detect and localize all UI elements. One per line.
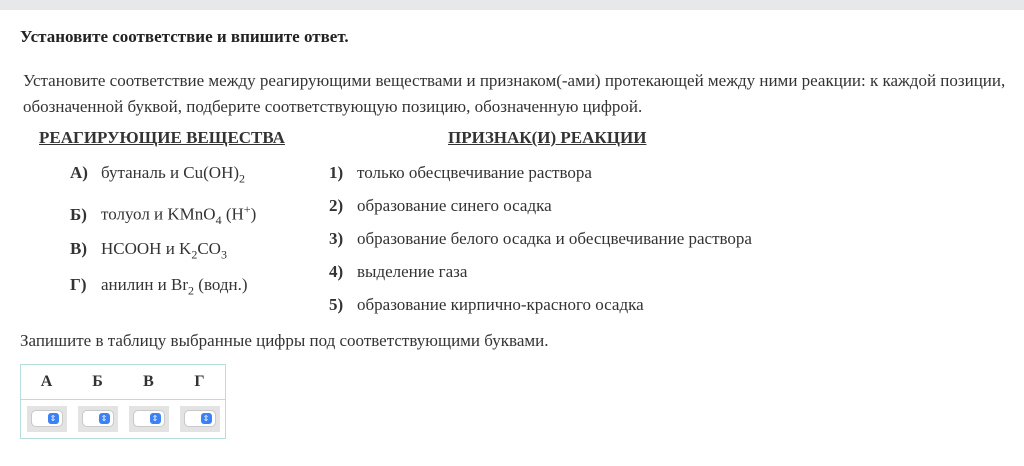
answer-col-b: Б — [72, 365, 123, 400]
item-key: В) — [70, 239, 87, 258]
answer-instruction: Запишите в таблицу выбранные цифры под соответствующими буквами. — [20, 331, 549, 350]
answer-col-v: В — [123, 365, 174, 400]
select-arrows-icon: ⇕ — [201, 413, 212, 424]
item-key: 2) — [329, 196, 344, 215]
item-text: (H — [221, 204, 244, 224]
sign-item-5 — [329, 295, 644, 315]
select-box[interactable] — [82, 410, 114, 427]
right-column-header: ПРИЗНАК(И) РЕАКЦИИ — [448, 128, 647, 147]
item-text: образование кирпично-красного осадка — [357, 295, 644, 314]
task-intro: Установите соответствие между реагирующими веществами и признаком(-ами) протекающей между ними реакции: к каждой позиции, обозначенной буквой, подберите соответствующую позицию, обозначенную цифрой. — [23, 71, 1006, 116]
item-text: толуол и KMnO — [101, 204, 216, 224]
item-subscript: 2 — [239, 171, 246, 186]
task-title: Установите соответствие и впишите ответ. — [20, 27, 349, 46]
item-key: Г) — [70, 275, 87, 294]
select-arrows-icon: ⇕ — [48, 413, 59, 424]
item-text: HCOOH и K — [101, 239, 192, 258]
item-text: анилин и Br — [101, 275, 189, 294]
select-arrows-icon: ⇕ — [150, 413, 161, 424]
select-box[interactable] — [31, 410, 63, 427]
item-superscript: + — [243, 202, 251, 216]
answer-cell — [123, 400, 174, 439]
item-subscript: 2 — [188, 283, 195, 298]
answer-input-row — [21, 400, 226, 439]
answer-cell — [21, 400, 73, 439]
item-text: бутаналь и Cu(OH) — [101, 163, 240, 182]
item-text: ) — [250, 204, 257, 224]
item-subscript: 4 — [215, 213, 222, 228]
answer-select-v[interactable] — [129, 406, 169, 432]
answer-select-g[interactable] — [180, 406, 220, 432]
answer-cell — [174, 400, 226, 439]
item-subscript: 2 — [191, 247, 198, 262]
top-bar — [0, 0, 1024, 10]
answer-select-b[interactable] — [78, 406, 118, 432]
reactant-item-v — [70, 239, 227, 262]
item-text: выделение газа — [357, 262, 468, 281]
answer-select-a[interactable] — [27, 406, 67, 432]
item-key: 1) — [329, 163, 344, 182]
sign-item-2 — [329, 196, 552, 216]
answer-table — [20, 364, 226, 439]
item-key: 3) — [329, 229, 344, 248]
item-key: 5) — [329, 295, 344, 314]
reactant-item-g — [70, 275, 248, 298]
sign-item-4 — [329, 262, 467, 282]
reactant-item-a — [70, 163, 245, 186]
answer-cell — [72, 400, 123, 439]
item-text: только обесцвечивание раствора — [357, 163, 592, 182]
sign-item-1 — [329, 163, 592, 183]
item-text: (водн.) — [194, 275, 248, 294]
item-text: образование белого осадка и обесцвечивание раствора — [357, 229, 752, 248]
select-arrows-icon: ⇕ — [99, 413, 110, 424]
left-column-header: РЕАГИРУЮЩИЕ ВЕЩЕСТВА — [39, 128, 285, 147]
answer-header-row — [21, 365, 226, 400]
item-key: 4) — [329, 262, 344, 281]
answer-col-g: Г — [174, 365, 226, 400]
item-text: CO — [197, 239, 221, 258]
answer-col-a: А — [21, 365, 73, 400]
select-box[interactable] — [133, 410, 165, 427]
item-key: Б) — [70, 204, 87, 224]
item-text: образование синего осадка — [357, 196, 552, 215]
select-box[interactable] — [184, 410, 216, 427]
item-key: А) — [70, 163, 88, 182]
sign-item-3 — [329, 229, 752, 249]
item-subscript: 3 — [220, 247, 227, 262]
reactant-item-b — [70, 202, 256, 228]
